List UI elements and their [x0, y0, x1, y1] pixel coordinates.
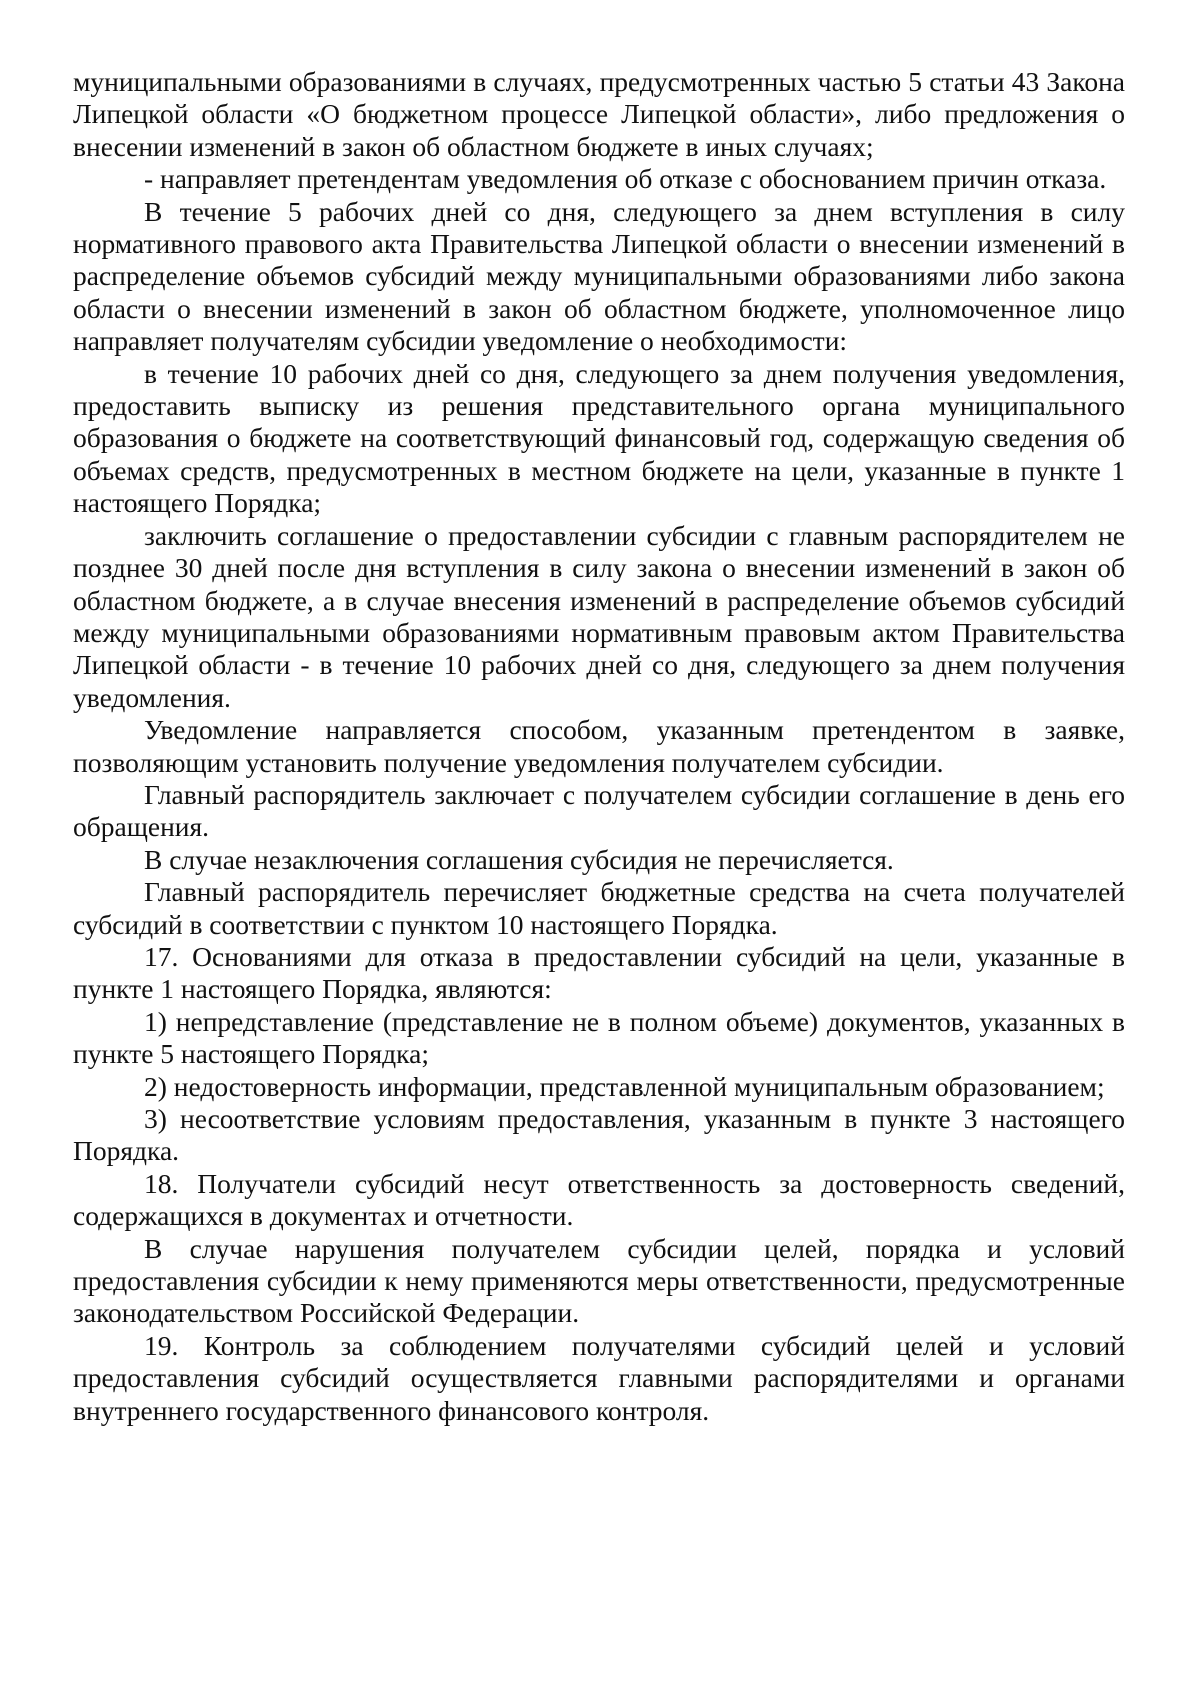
- paragraph-item-17-3: 3) несоответствие условиям предоставления, указанным в пункте 3 настоящего Порядка.: [73, 1103, 1125, 1167]
- document-page: [73, 66, 1125, 1427]
- paragraph-notification-deadline: В течение 5 рабочих дней со дня, следующего за днем вступления в силу нормативного правового акта Правительства Липецкой области о внесении изменений в распределение объемов субсидий между муниципальными образованиями либо закона области о внесении изменений в закон об областном бюджете, уполномоченное лицо направляет получателям субсидии уведомление о необходимости:: [73, 195, 1125, 357]
- paragraph-item-19: 19. Контроль за соблюдением получателями субсидий целей и условий предоставления субсидий осуществляется главными распорядителями и органами внутреннего государственного финансового контроля.: [73, 1329, 1125, 1426]
- paragraph-budget-extract: в течение 10 рабочих дней со дня, следующего за днем получения уведомления, предоставить выписку из решения представительного органа муниципального образования о бюджете на соответствующий финансовый год, содержащую сведения об объемах средств, предусмотренных в местном бюджете на цели, указанные в пункте 1 настоящего Порядка;: [73, 357, 1125, 519]
- paragraph-item-18: 18. Получатели субсидий несут ответственность за достоверность сведений, содержащихся в документах и отчетности.: [73, 1167, 1125, 1232]
- paragraph-transfer: Главный распорядитель перечисляет бюджетные средства на счета получателей субсидий в соответствии с пунктом 10 настоящего Порядка.: [73, 876, 1125, 940]
- paragraph-agreement: заключить соглашение о предоставлении субсидии с главным распорядителем не позднее 30 дней после дня вступления в силу закона о внесении изменений в закон об областном бюджете, а в случае внесения изменений в распределение объемов субсидий между муниципальными образованиями нормативным правовым актом Правительства Липецкой области - в течение 10 рабочих дней со дня, следующего за днем получения уведомления.: [73, 519, 1125, 713]
- paragraph-refusal-notice: - направляет претендентам уведомления об отказе с обоснованием причин отказа.: [144, 163, 1107, 195]
- paragraph-notification-method: Уведомление направляется способом, указанным претендентом в заявке, позволяющим установить получение уведомления получателем субсидии.: [73, 714, 1125, 778]
- paragraph-no-agreement: В случае незаключения соглашения субсидия не перечисляется.: [144, 843, 894, 875]
- paragraph-item-17-2: 2) недостоверность информации, представленной муниципальным образованием;: [144, 1070, 1105, 1102]
- paragraph-agreement-day: Главный распорядитель заключает с получателем субсидии соглашение в день его обращения.: [73, 778, 1125, 843]
- paragraph-item-17: 17. Основаниями для отказа в предоставлении субсидий на цели, указанные в пункте 1 настоящего Порядка, являются:: [73, 940, 1125, 1005]
- paragraph-continuation: муниципальными образованиями в случаях, предусмотренных частью 5 статьи 43 Закона Липецкой области «О бюджетном процессе Липецкой области», либо предложения о внесении изменений в закон об областном бюджете в иных случаях;: [73, 66, 1125, 162]
- paragraph-item-17-1: 1) непредставление (представление не в полном объеме) документов, указанных в пункте 5 настоящего Порядка;: [73, 1005, 1125, 1070]
- paragraph-violation: В случае нарушения получателем субсидии целей, порядка и условий предоставления субсидии к нему применяются меры ответственности, предусмотренные законодательством Российской Федерации.: [73, 1232, 1125, 1329]
